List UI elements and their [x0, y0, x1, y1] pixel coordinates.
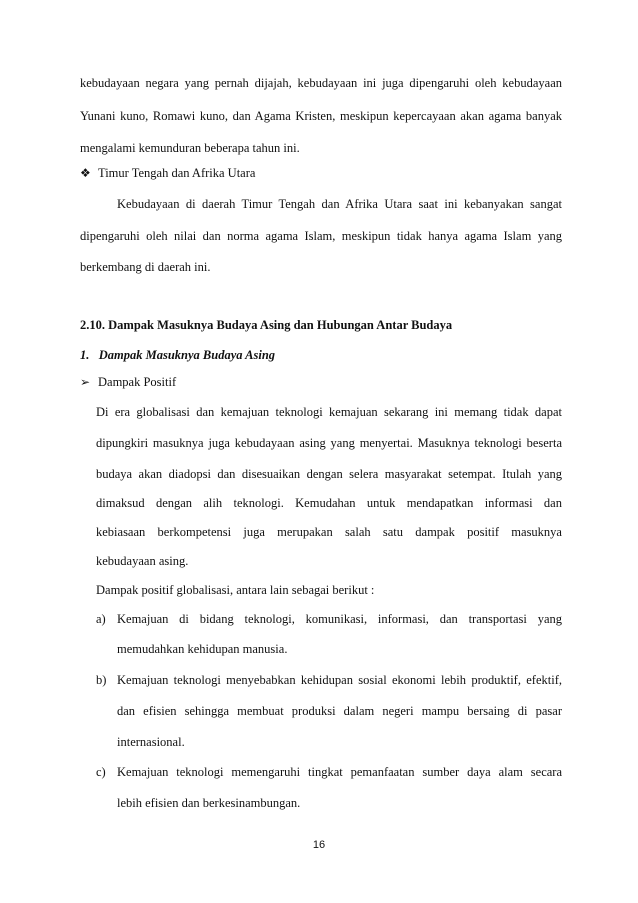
region-bullet — [80, 165, 255, 181]
list-item-line: Kemajuan teknologi menyebabkan kehidupan sosial ekonomi lebih produktif, efektif, — [117, 673, 562, 687]
paragraph-line: budaya akan diadopsi dan disesuaikan dengan selera masyarakat setempat. Itulah yang — [96, 467, 562, 481]
list-item-line: internasional. — [117, 735, 185, 749]
diamond-bullet-icon: ❖ — [80, 166, 91, 180]
region-bullet-label: Timur Tengah dan Afrika Utara — [98, 166, 256, 180]
list-item-line: memudahkan kehidupan manusia. — [117, 642, 288, 656]
list-item-letter: b) — [96, 673, 107, 687]
list-item-line: Kemajuan di bidang teknologi, komunikasi, informasi, dan transportasi yang — [117, 612, 562, 626]
positive-bullet — [80, 374, 176, 390]
list-item-line: lebih efisien dan berkesinambungan. — [117, 796, 301, 810]
list-item-letter: c) — [96, 765, 106, 779]
paragraph-line: dipengaruhi oleh nilai dan norma agama Islam, meskipun tidak hanya agama Islam yang — [80, 229, 562, 243]
subheading: 1. Dampak Masuknya Budaya Asing — [80, 348, 276, 362]
page-number: 16 — [312, 839, 326, 851]
list-item-line: dan efisien sehingga membuat produksi dalam negeri mampu bersaing di pasar — [117, 704, 562, 718]
paragraph-line: dipungkiri masuknya juga kebudayaan asing yang menyertai. Masuknya teknologi beserta — [96, 436, 562, 450]
paragraph-line: kebudayaan negara yang pernah dijajah, kebudayaan ini juga dipengaruhi oleh kebudayaan — [80, 76, 562, 90]
positive-bullet-label: Dampak Positif — [98, 375, 177, 389]
paragraph-line: kebiasaan berkompetensi juga merupakan salah satu dampak positif masuknya — [96, 525, 562, 539]
section-heading: 2.10. Dampak Masuknya Budaya Asing dan Hubungan Antar Budaya — [80, 318, 453, 332]
list-intro: Dampak positif globalisasi, antara lain sebagai berikut : — [96, 583, 375, 597]
paragraph-line: Di era globalisasi dan kemajuan teknologi kemajuan sekarang ini memang tidak dapat — [96, 405, 562, 419]
list-item-letter: a) — [96, 612, 106, 626]
paragraph-line: Yunani kuno, Romawi kuno, dan Agama Kristen, meskipun kepercayaan akan agama banyak — [80, 109, 562, 123]
paragraph-line: dimaksud dengan alih teknologi. Kemudahan untuk mendapatkan informasi dan — [96, 496, 562, 510]
arrow-bullet-icon: ➢ — [80, 375, 91, 389]
paragraph-line: kebudayaan asing. — [96, 554, 189, 568]
list-item-line: Kemajuan teknologi memengaruhi tingkat pemanfaatan sumber daya alam secara — [117, 765, 562, 779]
paragraph-line: berkembang di daerah ini. — [80, 260, 211, 274]
paragraph-line: mengalami kemunduran beberapa tahun ini. — [80, 141, 300, 155]
paragraph-line: Kebudayaan di daerah Timur Tengah dan Afrika Utara saat ini kebanyakan sangat — [117, 197, 562, 211]
